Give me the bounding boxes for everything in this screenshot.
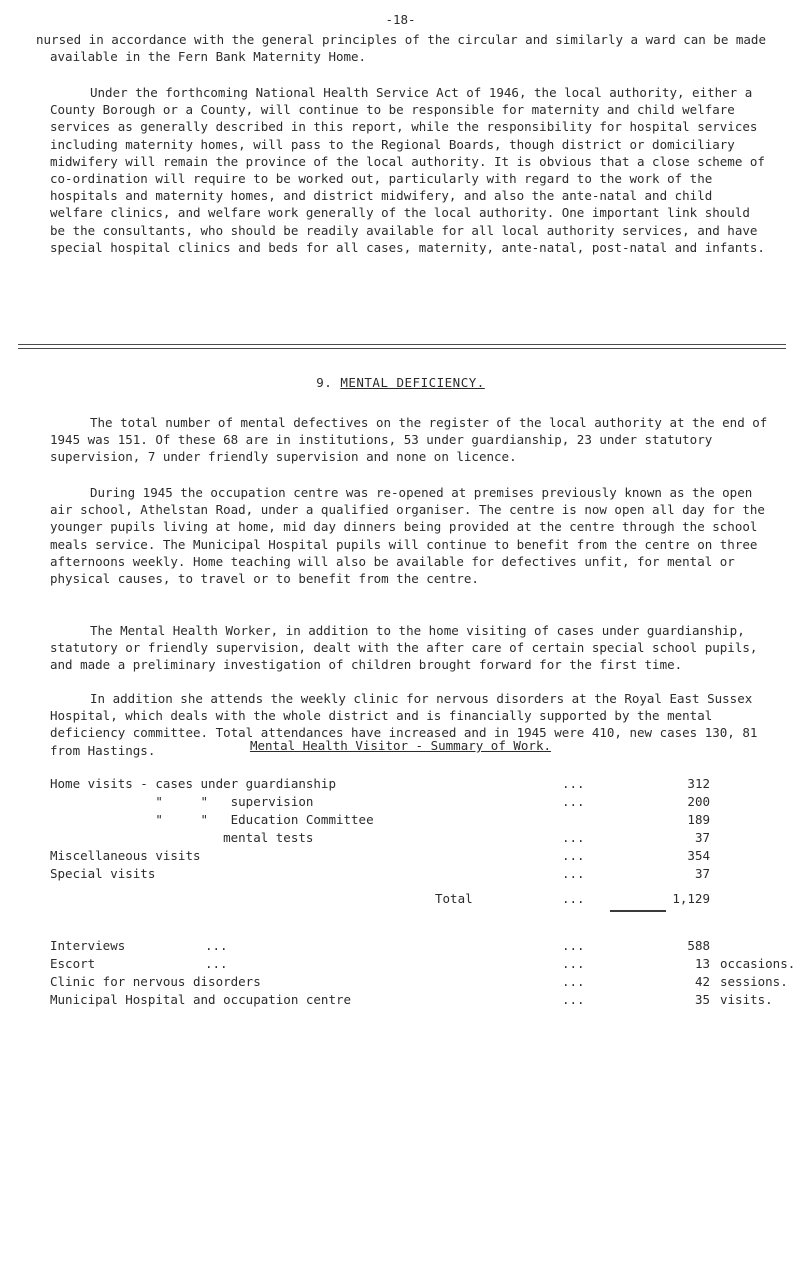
summary-row: Home visits - cases under guardianship ... 312 (50, 776, 710, 791)
summary-title: Mental Health Visitor - Summary of Work. (249, 738, 552, 753)
summary-total-row: Total ... 1,129 (435, 891, 710, 906)
summary-row: mental tests ... 37 (50, 830, 710, 845)
intro-paragraph-1: nursed in accordance with the general principles of the circular and similarly a ward can be made available in the Fern Bank Maternity Home. (36, 32, 766, 65)
section-divider-bottom (18, 348, 786, 349)
section-divider-top (18, 344, 786, 345)
other-row: Interviews ... ... 588 (50, 938, 710, 953)
total-underline (610, 910, 666, 912)
section-paragraph-4: In addition she attends the weekly clinic for nervous disorders at the Royal East Sussex Hospital, which deals with the whole district and is financially supported by the mental deficiency committee. Total attendances have increased and in 1945 were 410, new cases 130, 81 from Hastings. (50, 691, 758, 758)
section-paragraph-1: The total number of mental defectives on the register of the local authority at the end of 1945 was 151. Of these 68 are in institutions, 53 under guardianship, 23 under statutory supervision, 7 under friendly supervision and none on licence. (50, 415, 768, 465)
other-row: Escort ... ... 13 occasions. (50, 956, 796, 971)
summary-row: " " Education Committee 189 (50, 812, 710, 827)
section-paragraph-2: During 1945 the occupation centre was re-opened at premises previously known as the open air school, Athelstan Road, under a qualified organiser. The centre is now open all day for the younger pupils living at home, mid day dinners being provided at the centre through the school meals service. The Municipal Hospital pupils will continue to benefit from the centre on three afternoons weekly. Home teaching will also be available for defectives unfit, for mental or physical causes, to travel or to benefit from the centre. (50, 485, 765, 587)
section-title: MENTAL DEFICIENCY. (340, 375, 485, 390)
other-row: Municipal Hospital and occupation centre ... 35 visits. (50, 992, 773, 1007)
section-number: 9. (316, 375, 333, 390)
page-number: -18- (385, 12, 416, 27)
summary-row: Special visits ... 37 (50, 866, 710, 881)
intro-paragraph-2: Under the forthcoming National Health Service Act of 1946, the local authority, either a County Borough or a County, will continue to be responsible for maternity and child welfare services as generally described in this report, while the responsibility for hospital services including maternity homes, will pass to the Regional Boards, though district or domiciliary midwifery will remain the province of the local authority. It is obvious that a close scheme of co-ordination will require to be worked out, particularly with regard to the work of the hospitals and maternity homes, and district midwifery, and also the ante-natal and child welfare clinics, and welfare work generally of the local authority. One important link should be the consultants, who should be readily available for all local authority services, and have special hospital clinics and beds for all cases, maternity, ante-natal, post-natal and infants. (50, 85, 765, 255)
section-heading (0, 375, 801, 390)
other-row: Clinic for nervous disorders ... 42 sessions. (50, 974, 788, 989)
section-paragraph-3: The Mental Health Worker, in addition to the home visiting of cases under guardianship, statutory or friendly supervision, dealt with the after care of certain special school pupils, and made a preliminary investigation of children brought forward for the first time. (50, 623, 758, 673)
summary-row: Miscellaneous visits ... 354 (50, 848, 710, 863)
summary-row: " " supervision ... 200 (50, 794, 710, 809)
